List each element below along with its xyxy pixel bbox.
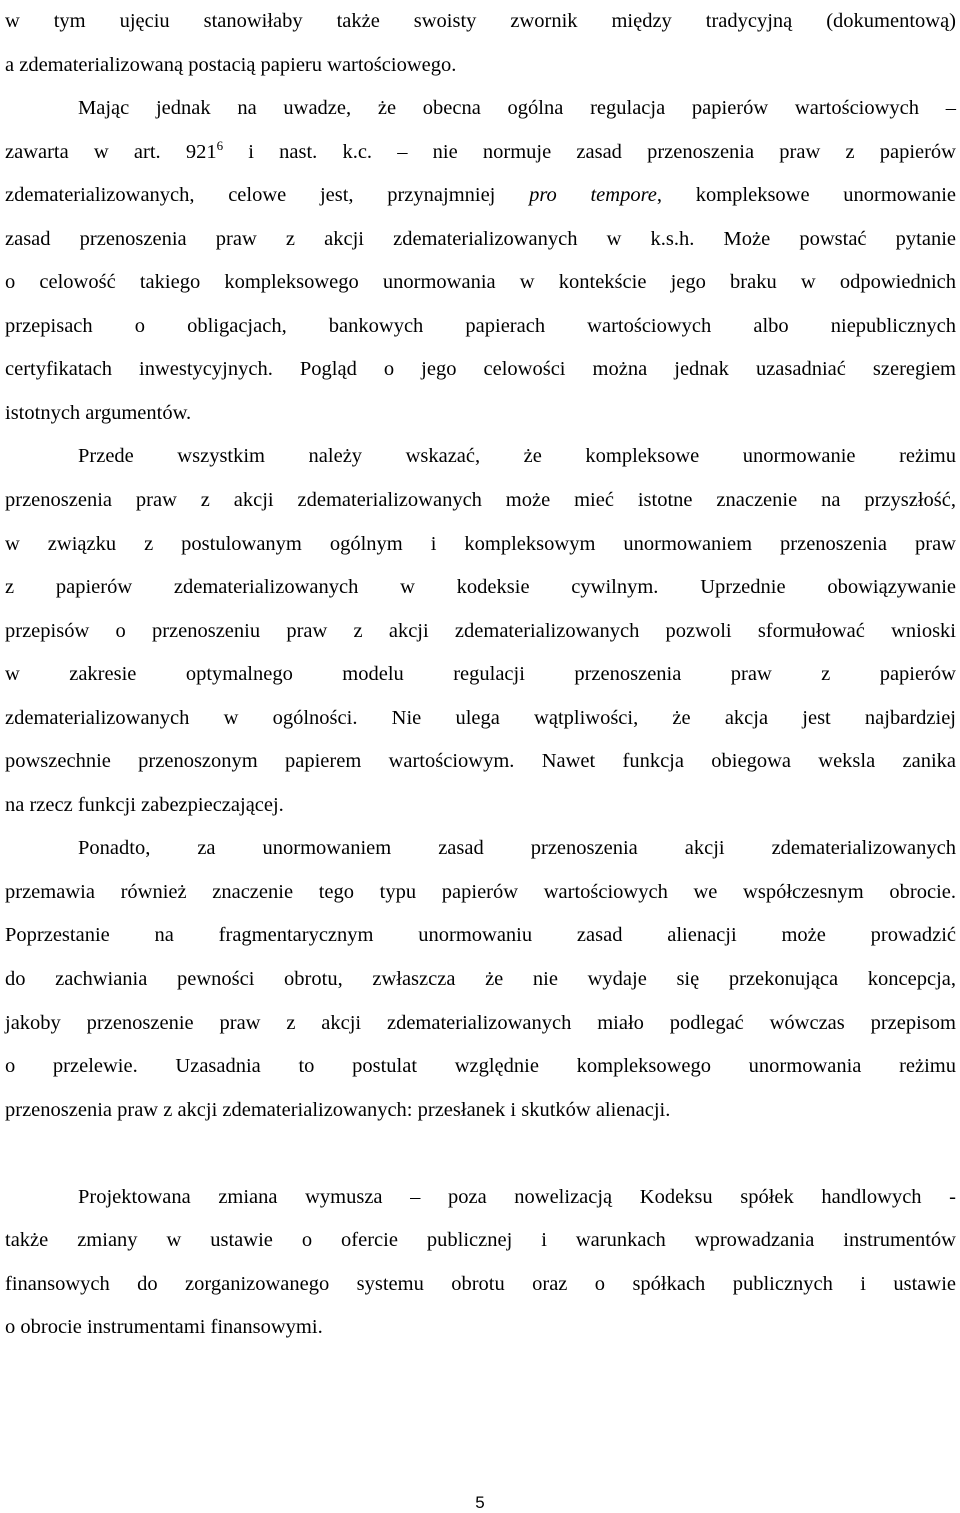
- paragraph-line: a zdematerializowaną postacią papieru wartościowego.: [5, 53, 457, 76]
- paragraph-line: na rzecz funkcji zabezpieczającej.: [5, 793, 284, 816]
- paragraph-line: Projektowana zmiana wymusza – poza nowelizacją Kodeksu spółek handlowych -: [78, 1185, 956, 1208]
- paragraph-line: do zachwiania pewności obrotu, zwłaszcza że nie wydaje się przekonująca koncepcja,: [5, 968, 956, 991]
- paragraph-line: certyfikatach inwestycyjnych. Pogląd o jego celowości można jednak uzasadniać szeregiem: [5, 358, 956, 381]
- paragraph-line: Mając jednak na uwadze, że obecna ogólna regulacja papierów wartościowych –: [78, 97, 956, 120]
- paragraph-line: [5, 174, 956, 218]
- paragraph-line: przenoszenia praw z akcji zdematerializowanych może mieć istotne znaczenie na przyszłość,: [5, 489, 956, 512]
- paragraph-4: [5, 827, 956, 1132]
- superscript: 6: [216, 137, 224, 153]
- text-run: , kompleksowe unormowanie: [656, 184, 956, 207]
- paragraph-2: [5, 87, 956, 435]
- paragraph-line: Przede wszystkim należy wskazać, że kompleksowe unormowanie reżimu: [78, 445, 956, 468]
- paragraph-line: o celowość takiego kompleksowego unormowania w kontekście jego braku w odpowiednich: [5, 271, 956, 294]
- paragraph-line: powszechnie przenoszonym papierem wartościowym. Nawet funkcja obiegowa weksla zanika: [5, 750, 956, 773]
- paragraph-5: [5, 1176, 956, 1350]
- paragraph-line: przepisach o obligacjach, bankowych papierach wartościowych albo niepublicznych: [5, 314, 956, 337]
- italic-phrase: pro tempore: [529, 184, 657, 207]
- document-page: [5, 0, 956, 1350]
- paragraph-line: w związku z postulowanym ogólnym i kompleksowym unormowaniem przenoszenia praw: [5, 532, 956, 555]
- paragraph-line: o przelewie. Uzasadnia to postulat względnie kompleksowego unormowania reżimu: [5, 1055, 956, 1078]
- page-number: 5: [475, 1493, 485, 1512]
- paragraph-line: Ponadto, za unormowaniem zasad przenoszenia akcji zdematerializowanych: [78, 837, 956, 860]
- paragraph-line: przenoszenia praw z akcji zdematerializowanych: przesłanek i skutków alienacji.: [5, 1098, 671, 1121]
- paragraph-3: [5, 435, 956, 827]
- paragraph-line: istotnych argumentów.: [5, 401, 192, 424]
- paragraph-line: w zakresie optymalnego modelu regulacji przenoszenia praw z papierów: [5, 663, 956, 686]
- paragraph-line: o obrocie instrumentami finansowymi.: [5, 1316, 323, 1339]
- paragraph-line: zdematerializowanych w ogólności. Nie ulega wątpliwości, że akcja jest najbardziej: [5, 706, 956, 729]
- paragraph-line: przepisów o przenoszeniu praw z akcji zdematerializowanych pozwoli sformułować wnioski: [5, 619, 956, 642]
- paragraph-line: finansowych do zorganizowanego systemu obrotu oraz o spółkach publicznych i ustawie: [5, 1272, 956, 1295]
- paragraph-line: przemawia również znaczenie tego typu papierów wartościowych we współczesnym obrocie.: [5, 880, 956, 903]
- paragraph-line: także zmiany w ustawie o ofercie publicznej i warunkach wprowadzania instrumentów: [5, 1229, 956, 1252]
- paragraph-line: z papierów zdematerializowanych w kodeksie cywilnym. Uprzednie obowiązywanie: [5, 576, 956, 599]
- paragraph-1: [5, 0, 956, 87]
- text-run: zdematerializowanych, celowe jest, przynajmniej: [5, 184, 530, 207]
- paragraph-line: zasad przenoszenia praw z akcji zdematerializowanych w k.s.h. Może powstać pytanie: [5, 227, 956, 250]
- paragraph-gap: [5, 1132, 956, 1176]
- paragraph-line: Poprzestanie na fragmentarycznym unormowaniu zasad alienacji może prowadzić: [5, 924, 956, 947]
- paragraph-line: w tym ujęciu stanowiłaby także swoisty zwornik między tradycyjną (dokumentową): [5, 10, 956, 32]
- text-run: i nast. k.c. – nie normuje zasad przenoszenia praw z papierów: [223, 140, 956, 163]
- paragraph-line: [5, 131, 956, 175]
- paragraph-line: jakoby przenoszenie praw z akcji zdematerializowanych miało podlegać wówczas przepisom: [5, 1011, 956, 1034]
- text-run: zawarta w art. 921: [5, 140, 217, 163]
